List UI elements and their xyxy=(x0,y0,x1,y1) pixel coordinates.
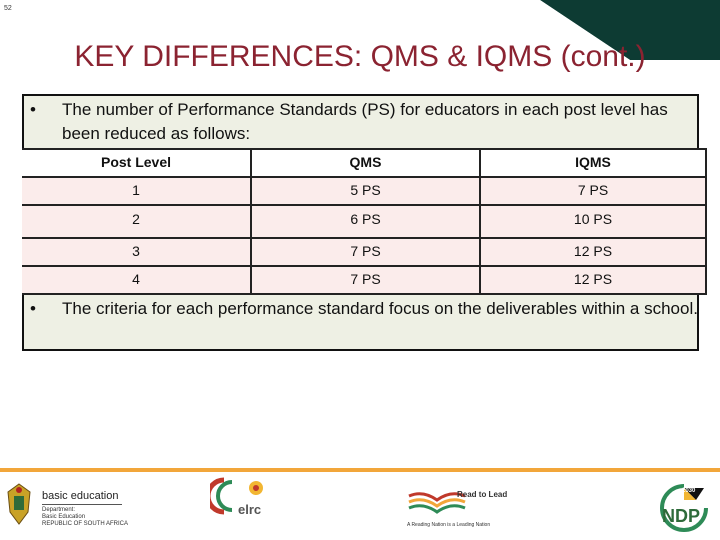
dbe-logo-title: basic education xyxy=(42,490,119,502)
cell-qms: 6 PS xyxy=(350,211,381,227)
cell-qms: 5 PS xyxy=(350,182,381,198)
ndp-title: NDP xyxy=(662,506,701,526)
dbe-logo-rule xyxy=(42,504,122,505)
footer-accent-line xyxy=(0,468,720,472)
bullet-dot: • xyxy=(30,299,36,318)
table-rule xyxy=(22,293,707,295)
elrc-logo xyxy=(208,476,278,532)
header-qms: QMS xyxy=(349,154,382,170)
dbe-logo-line: Department: xyxy=(42,507,76,513)
cell-iqms: 12 PS xyxy=(573,243,613,259)
header-iqms: IQMS xyxy=(575,154,611,170)
bullet-dot: • xyxy=(30,100,36,119)
bullet-2 xyxy=(30,297,698,345)
cell-iqms: 7 PS xyxy=(577,182,609,198)
cell-post-level: 3 xyxy=(132,243,140,259)
cell-iqms: 12 PS xyxy=(573,271,613,287)
read-to-lead-logo xyxy=(405,486,525,532)
dbe-logo xyxy=(4,480,134,530)
bullet-1 xyxy=(30,98,695,146)
ndp-logo xyxy=(656,484,716,534)
coat-of-arms-icon xyxy=(4,482,34,528)
dbe-logo-line: Basic Education xyxy=(42,514,86,520)
table-rule xyxy=(705,148,707,294)
bullet-1-text: The number of Performance Standards (PS) for educators in each post level has been reduced as follows: xyxy=(62,100,668,143)
read-to-lead-title: Read to Lead xyxy=(457,490,508,499)
slide-title: KEY DIFFERENCES: QMS & IQMS (cont.) xyxy=(74,40,646,73)
bullet-2-text: The criteria for each performance standard focus on the deliverables within a school. xyxy=(62,299,698,318)
ndp-year: 2030 xyxy=(682,488,696,494)
cell-iqms: 10 PS xyxy=(573,211,613,227)
cell-qms: 7 PS xyxy=(350,271,381,287)
cell-qms: 7 PS xyxy=(350,243,381,259)
slide-number: 52 xyxy=(4,5,12,12)
dbe-logo-line: REPUBLIC OF SOUTH AFRICA xyxy=(42,521,129,527)
read-to-lead-tagline: A Reading Nation is a Leading Nation xyxy=(407,522,491,528)
elrc-logo-title: elrc xyxy=(238,502,262,517)
cell-post-level: 1 xyxy=(132,182,140,198)
cell-post-level: 4 xyxy=(132,271,140,287)
cell-post-level: 2 xyxy=(132,211,140,227)
header-post-level: Post Level xyxy=(100,154,172,170)
